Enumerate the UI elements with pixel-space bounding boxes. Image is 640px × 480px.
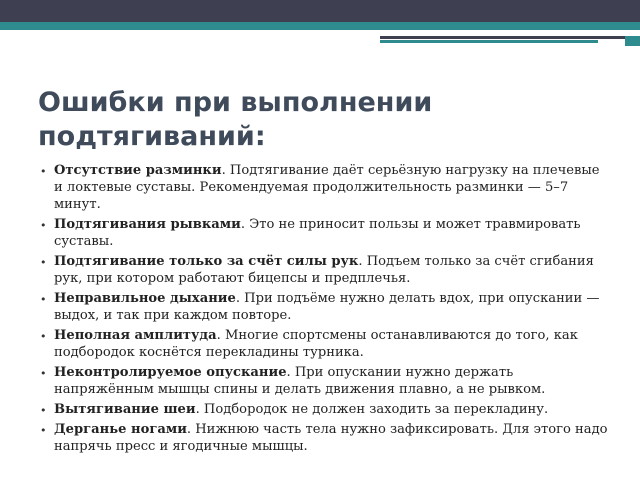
bullet-icon: • (40, 165, 47, 178)
list-item-text: . Подтягивание даёт серьёзную нагрузку на плечевые и локтевые суставы. Рекомендуемая продолжительность разминки — 5–7 минут. (54, 163, 600, 212)
bullet-icon: • (40, 256, 47, 269)
list-item-heading: Отсутствие разминки (54, 163, 222, 178)
list-item-text: . Многие спортсмены останавливаются до того, как подбородок коснётся перекладины турника. (54, 328, 578, 360)
list-item-text: . Подъем только за счёт сгибания рук, при котором работают бицепсы и предплечья. (54, 254, 594, 286)
list-item-text: . При опускании нужно держать напряжённым мышцы спины и делать движения плавно, а не рывком. (54, 365, 546, 397)
list-item (40, 421, 610, 455)
header-band-teal (0, 22, 640, 30)
slide-title: Ошибки при выполнении подтягиваний: (38, 87, 433, 152)
list-item-text: . Подбородок не должен заходить за перекладину. (195, 402, 549, 417)
list-item-text: . Нижнюю часть тела нужно зафиксировать. Для этого надо напрячь пресс и ягодичные мышцы. (54, 422, 608, 454)
list-item-heading: Дерганье ногами (54, 422, 187, 437)
list-item-heading: Неконтролируемое опускание (54, 365, 287, 380)
list-item-heading: Вытягивание шеи (54, 402, 196, 417)
bullet-icon: • (40, 219, 47, 232)
list-item-heading: Подтягивания рывками (54, 217, 241, 232)
header-accent-corner (625, 36, 640, 46)
bullet-icon: • (40, 330, 47, 343)
list-item (40, 216, 610, 250)
list-item-text: . Это не приносит пользы и может травмировать суставы. (54, 217, 581, 249)
list-item (40, 290, 610, 324)
list-item-text: . При подъёме нужно делать вдох, при опускании — выдох, и так при каждом повторе. (54, 291, 600, 323)
bullet-icon: • (40, 424, 47, 437)
mistakes-list (40, 162, 610, 458)
bullet-icon: • (40, 367, 47, 380)
bullet-icon: • (40, 293, 47, 306)
list-item (40, 401, 610, 418)
list-item (40, 162, 610, 213)
header-accent-line-dark (380, 36, 640, 39)
list-item-heading: Подтягивание только за счёт силы рук (54, 254, 359, 269)
list-item (40, 253, 610, 287)
list-item (40, 364, 610, 398)
list-item-heading: Неправильное дыхание (54, 291, 236, 306)
bullet-icon: • (40, 404, 47, 417)
list-item (40, 327, 610, 361)
header-accent-line-teal (380, 40, 598, 43)
header-band-dark (0, 0, 640, 22)
list-item-heading: Неполная амплитуда (54, 328, 217, 343)
